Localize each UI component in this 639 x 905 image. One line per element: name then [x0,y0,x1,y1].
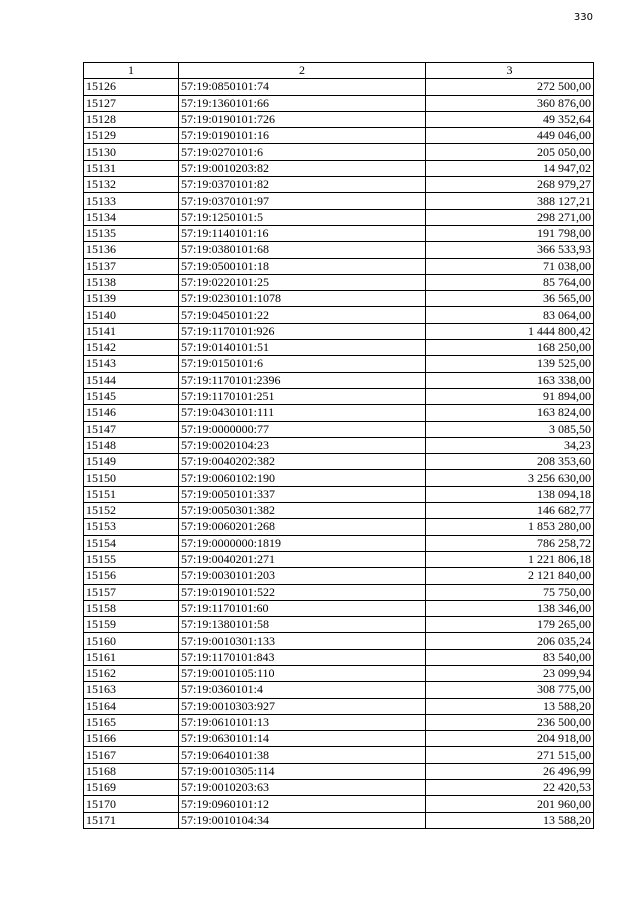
value-cell: 71 038,00 [426,258,594,274]
table-row [84,633,594,649]
value-cell: 14 947,02 [426,160,594,176]
table-row [84,649,594,665]
table-row [84,95,594,111]
cadastral-number-cell: 57:19:0030101:203 [179,568,426,584]
table-row [84,160,594,176]
cadastral-number-cell: 57:19:1380101:58 [179,617,426,633]
row-number-cell: 15167 [84,747,179,763]
table-row [84,503,594,519]
cadastral-number-cell: 57:19:0430101:111 [179,405,426,421]
row-number-cell: 15147 [84,421,179,437]
row-number-cell: 15141 [84,323,179,339]
table-row [84,209,594,225]
table-row [84,291,594,307]
value-cell: 360 876,00 [426,95,594,111]
cadastral-number-cell: 57:19:1360101:66 [179,95,426,111]
row-number-cell: 15127 [84,95,179,111]
row-number-cell: 15129 [84,128,179,144]
value-cell: 13 588,20 [426,812,594,828]
cadastral-number-cell: 57:19:0640101:38 [179,747,426,763]
value-cell: 91 894,00 [426,388,594,404]
row-number-cell: 15150 [84,470,179,486]
table-row [84,714,594,730]
value-cell: 298 271,00 [426,209,594,225]
row-number-cell: 15171 [84,812,179,828]
value-cell: 138 346,00 [426,600,594,616]
cadastral-number-cell: 57:19:0010303:927 [179,698,426,714]
cadastral-number-cell: 57:19:0610101:13 [179,714,426,730]
cadastral-number-cell: 57:19:0190101:522 [179,584,426,600]
cadastral-number-cell: 57:19:1170101:926 [179,323,426,339]
row-number-cell: 15169 [84,780,179,796]
row-number-cell: 15152 [84,503,179,519]
value-cell: 23 099,94 [426,665,594,681]
table-row [84,372,594,388]
row-number-cell: 15156 [84,568,179,584]
table-row [84,486,594,502]
value-cell: 388 127,21 [426,193,594,209]
row-number-cell: 15159 [84,617,179,633]
cadastral-number-cell: 57:19:0060201:268 [179,519,426,535]
table-row [84,454,594,470]
cadastral-number-cell: 57:19:0040202:382 [179,454,426,470]
value-cell: 204 918,00 [426,731,594,747]
table-row [84,356,594,372]
cadastral-number-cell: 57:19:0050301:382 [179,503,426,519]
row-number-cell: 15142 [84,340,179,356]
value-cell: 49 352,64 [426,111,594,127]
value-cell: 36 565,00 [426,291,594,307]
table-row [84,225,594,241]
row-number-cell: 15158 [84,600,179,616]
row-number-cell: 15163 [84,682,179,698]
row-number-cell: 15164 [84,698,179,714]
row-number-cell: 15149 [84,454,179,470]
value-cell: 138 094,18 [426,486,594,502]
value-cell: 1 853 280,00 [426,519,594,535]
value-cell: 3 256 630,00 [426,470,594,486]
row-number-cell: 15153 [84,519,179,535]
cadastral-number-cell: 57:19:1170101:251 [179,388,426,404]
value-cell: 272 500,00 [426,79,594,95]
table-row [84,405,594,421]
table-row [84,812,594,828]
table-row [84,568,594,584]
cadastral-number-cell: 57:19:0450101:22 [179,307,426,323]
row-number-cell: 15170 [84,796,179,812]
cadastral-number-cell: 57:19:0050101:337 [179,486,426,502]
table-row [84,242,594,258]
cadastral-number-cell: 57:19:0010104:34 [179,812,426,828]
cadastral-number-cell: 57:19:0000000:1819 [179,535,426,551]
table-row [84,731,594,747]
row-number-cell: 15128 [84,111,179,127]
value-cell: 146 682,77 [426,503,594,519]
table-row [84,470,594,486]
table-row [84,600,594,616]
value-cell: 1 444 800,42 [426,323,594,339]
table-row [84,535,594,551]
registry-table [83,62,594,829]
table-row [84,665,594,681]
value-cell: 75 750,00 [426,584,594,600]
value-cell: 1 221 806,18 [426,551,594,567]
row-number-cell: 15137 [84,258,179,274]
row-number-cell: 15135 [84,225,179,241]
value-cell: 206 035,24 [426,633,594,649]
cadastral-number-cell: 57:19:0010301:133 [179,633,426,649]
row-number-cell: 15160 [84,633,179,649]
table-row [84,128,594,144]
column-header-1: 1 [84,63,179,79]
value-cell: 308 775,00 [426,682,594,698]
value-cell: 3 085,50 [426,421,594,437]
table-row [84,747,594,763]
cadastral-number-cell: 57:19:0960101:12 [179,796,426,812]
cadastral-number-cell: 57:19:0010305:114 [179,763,426,779]
table-row [84,340,594,356]
row-number-cell: 15168 [84,763,179,779]
value-cell: 236 500,00 [426,714,594,730]
cadastral-number-cell: 57:19:0190101:726 [179,111,426,127]
value-cell: 366 533,93 [426,242,594,258]
value-cell: 85 764,00 [426,274,594,290]
row-number-cell: 15126 [84,79,179,95]
row-number-cell: 15154 [84,535,179,551]
row-number-cell: 15148 [84,437,179,453]
table-row [84,323,594,339]
column-header-3: 3 [426,63,594,79]
table-row [84,258,594,274]
value-cell: 34,23 [426,437,594,453]
table-row [84,111,594,127]
row-number-cell: 15162 [84,665,179,681]
table-row [84,780,594,796]
row-number-cell: 15133 [84,193,179,209]
page-number: 330 [573,12,593,23]
cadastral-number-cell: 57:19:0850101:74 [179,79,426,95]
cadastral-number-cell: 57:19:0010203:63 [179,780,426,796]
table-row [84,274,594,290]
table-row [84,796,594,812]
row-number-cell: 15157 [84,584,179,600]
row-number-cell: 15132 [84,177,179,193]
row-number-cell: 15155 [84,551,179,567]
cadastral-number-cell: 57:19:0220101:25 [179,274,426,290]
cadastral-number-cell: 57:19:0060102:190 [179,470,426,486]
value-cell: 268 979,27 [426,177,594,193]
table-row [84,144,594,160]
value-cell: 163 338,00 [426,372,594,388]
cadastral-number-cell: 57:19:0500101:18 [179,258,426,274]
cadastral-number-cell: 57:19:0370101:82 [179,177,426,193]
row-number-cell: 15161 [84,649,179,665]
value-cell: 83 064,00 [426,307,594,323]
cadastral-number-cell: 57:19:0010203:82 [179,160,426,176]
row-number-cell: 15130 [84,144,179,160]
value-cell: 26 496,99 [426,763,594,779]
cadastral-number-cell: 57:19:0140101:51 [179,340,426,356]
row-number-cell: 15134 [84,209,179,225]
row-number-cell: 15144 [84,372,179,388]
value-cell: 205 050,00 [426,144,594,160]
table-row [84,617,594,633]
cadastral-number-cell: 57:19:0010105:110 [179,665,426,681]
value-cell: 168 250,00 [426,340,594,356]
cadastral-number-cell: 57:19:0040201:271 [179,551,426,567]
row-number-cell: 15146 [84,405,179,421]
row-number-cell: 15166 [84,731,179,747]
row-number-cell: 15151 [84,486,179,502]
value-cell: 191 798,00 [426,225,594,241]
value-cell: 83 540,00 [426,649,594,665]
table-row [84,388,594,404]
table-row [84,682,594,698]
table-row [84,698,594,714]
cadastral-number-cell: 57:19:0020104:23 [179,437,426,453]
table-row [84,193,594,209]
column-header-2: 2 [179,63,426,79]
table-row [84,177,594,193]
row-number-cell: 15140 [84,307,179,323]
row-number-cell: 15143 [84,356,179,372]
table-body [84,79,594,829]
cadastral-number-cell: 57:19:1170101:2396 [179,372,426,388]
table-row [84,307,594,323]
row-number-cell: 15139 [84,291,179,307]
cadastral-number-cell: 57:19:0150101:6 [179,356,426,372]
value-cell: 208 353,60 [426,454,594,470]
header-row [84,63,594,79]
cadastral-number-cell: 57:19:0000000:77 [179,421,426,437]
table-row [84,519,594,535]
value-cell: 786 258,72 [426,535,594,551]
row-number-cell: 15165 [84,714,179,730]
cadastral-number-cell: 57:19:0230101:1078 [179,291,426,307]
table-row [84,763,594,779]
value-cell: 271 515,00 [426,747,594,763]
table-row [84,584,594,600]
cadastral-number-cell: 57:19:0270101:6 [179,144,426,160]
row-number-cell: 15136 [84,242,179,258]
cadastral-number-cell: 57:19:0190101:16 [179,128,426,144]
value-cell: 139 525,00 [426,356,594,372]
table-row [84,551,594,567]
table-row [84,421,594,437]
cadastral-number-cell: 57:19:0370101:97 [179,193,426,209]
cadastral-number-cell: 57:19:1170101:843 [179,649,426,665]
value-cell: 2 121 840,00 [426,568,594,584]
cadastral-number-cell: 57:19:1170101:60 [179,600,426,616]
value-cell: 22 420,53 [426,780,594,796]
value-cell: 13 588,20 [426,698,594,714]
cadastral-number-cell: 57:19:0380101:68 [179,242,426,258]
cadastral-number-cell: 57:19:1140101:16 [179,225,426,241]
value-cell: 179 265,00 [426,617,594,633]
cadastral-number-cell: 57:19:0360101:4 [179,682,426,698]
table-row [84,437,594,453]
value-cell: 449 046,00 [426,128,594,144]
value-cell: 163 824,00 [426,405,594,421]
value-cell: 201 960,00 [426,796,594,812]
row-number-cell: 15131 [84,160,179,176]
row-number-cell: 15145 [84,388,179,404]
table-row [84,79,594,95]
row-number-cell: 15138 [84,274,179,290]
cadastral-number-cell: 57:19:1250101:5 [179,209,426,225]
cadastral-number-cell: 57:19:0630101:14 [179,731,426,747]
